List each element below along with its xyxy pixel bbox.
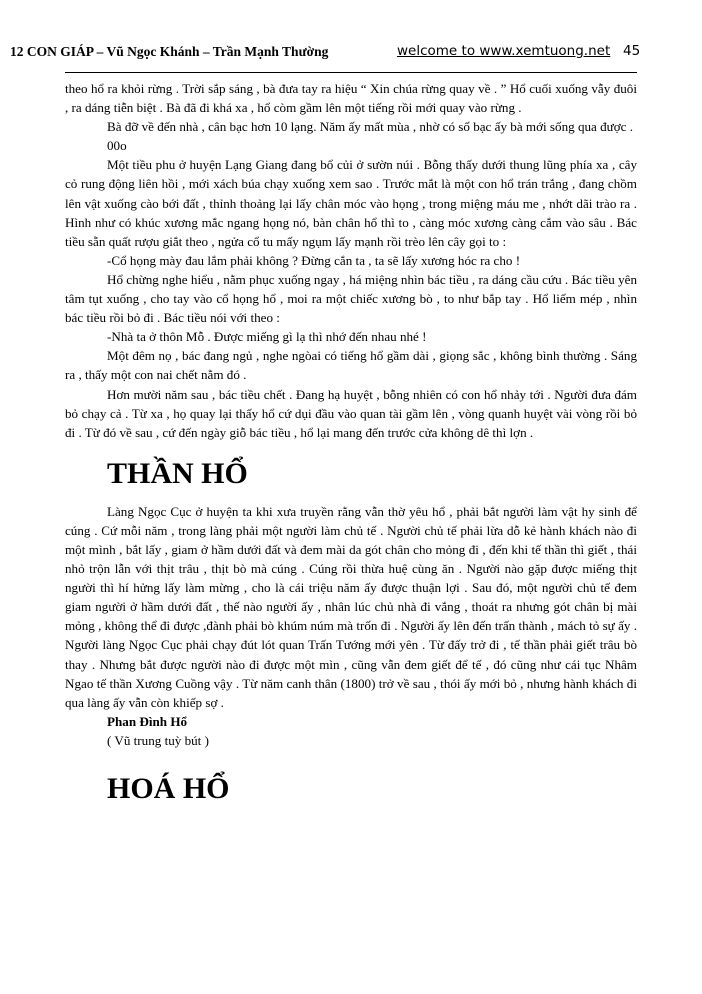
website-link[interactable]: welcome to www.xemtuong.net [397,43,611,59]
paragraph: Hơn mười năm sau , bác tiều chết . Đang hạ huyệt , bỗng nhiên có con hổ nhảy tới . Người đưa đám bỏ chạy cả . Từ xa , họ quay lại thấy hổ cứ dụi đầu vào quan tài gầm lên , vòng quanh huyệt vài vòng rồi bỏ đi . Từ đó về sau , cứ đến ngày giỗ bác tiều , hổ lại mang đến trước cửa không dê thì lợn . [65,386,637,440]
header-divider [65,72,637,73]
page-header [0,44,702,68]
section-title-hoa-ho: HOÁ HỔ [107,772,230,805]
page-body [65,79,637,807]
page-number: 45 [623,43,641,59]
paragraph: Một tiều phu ở huyện Lạng Giang đang bổ củi ở sườn núi . Bỗng thấy dưới thung lũng phía xa , cây cỏ rung động liên hồi , mới xách búa chạy xuống xem sao . Trước mắt là một con hổ trán trắng , đang chồm lên vật xuống cào bới đất , thỉnh thoảng lại lấy chân móc vào họng , trong miệng máu me , nhớt dãi trào ra . Hình như có khúc xương mắc ngang họng nó, bàn chân hổ thì to , càng móc xương càng cắm vào sâu . Bác tiều sẵn quất rượu giắt theo , ngửa cổ tu mấy ngụm lấy mạnh rồi trèo lên cây gọi to : [65,157,637,249]
paragraph: Bà đỡ về đến nhà , cân bạc hơn 10 lạng. Năm ấy mất mùa , nhờ có số bạc ấy bà mới sống qua được . [107,119,634,135]
book-title-header: 12 CON GIÁP – Vũ Ngọc Khánh – Trần Mạnh Thường [10,44,329,59]
separator-marker: 00o [107,138,127,154]
paragraph: theo hổ ra khỏi rừng . Trời sắp sáng , bà đưa tay ra hiệu “ Xin chúa rừng quay về . ” Hổ cuối xuống vẫy đuôi , ra dáng tiễn biệt . Bà đã đi khá xa , hổ còm gầm lên một tiếng rồi mới quay vào rừng . [65,81,637,116]
paragraph: Một đêm nọ , bác đang ngủ , nghe ngòai có tiếng hổ gầm dài , giọng sắc , không bình thường . Sáng ra , thấy một con nai chết nằm đó . [65,348,637,383]
author-name: Phan Đình Hổ [107,713,188,729]
paragraph: Hổ chừng nghe hiểu , nằm phục xuống ngay , há miệng nhìn bác tiều , ra dáng cầu cứu . Bác tiều yên tâm tụt xuống , cho tay vào cổ họng hổ , moi ra một chiếc xương bò , to như bắp tay . Hổ liếm mép , nhìn bác tiều rồi bỏ đi . Bác tiều nói với theo : [65,271,637,326]
source-citation: ( Vũ trung tuỳ bút ) [107,732,209,748]
section-body-paragraph: Làng Ngọc Cục ở huyện ta khi xưa truyền rằng vẫn thờ yêu hổ , phải bắt người làm vật hy sinh để cúng . Cứ mỗi năm , trong làng phải một người làm chủ tế . Người chủ tế phải lừa dỗ kẻ hành khách nào đi một mình , bắt lấy , giam ở hầm dưới đất và đem mài da gót chân cho mỏng đi , đến khi tế thần thì giết , thái nhỏ trộn lẫn với thịt trâu , thịt bò mà cúng . Cúng rồi thừa huệ cùng ăn . Người nào gặp được miếng thịt người thì hí hửng lấy làm mừng , cho là cái triệu năm ấy được thuận lợi . Sau đó, một người chủ tế đem giam người ở hầm dưới đất , thế nào người ấy , nhân lúc chủ nhà đi vắng , thoát ra nhưng gót chân bị mài mỏng , không thể đi được ,đành phải bò khúm núm mà trốn đi . Người ấy lên đến trấn thành , mách tỏ sự ấy . Người làng Ngọc Cục phải chạy đút lót quan Trấn Tướng mới yên . Từ đấy trở đi , tế thần phải giết trâu bò thay . Nhưng bắt được người nào đi được một mìn , cũng vẫn đem giết để tế , đó cũng như cái tục Nhâm Ngao tế thần Xương Cuồng vậy . Từ năm canh thân (1800) trở về sau , thói ấy mới bỏ , nhưng hành khách đi qua làng ấy vẫn còn khiếp sợ . [65,503,637,710]
dialogue-line: -Cổ họng mày đau lắm phải không ? Đừng cắn ta , ta sẽ lấy xương hóc ra cho ! [107,252,521,268]
section-title-than-ho: THẦN HỔ [107,456,248,490]
dialogue-line: -Nhà ta ở thôn Mỗ . Được miếng gì lạ thì nhớ đến nhau nhé ! [107,329,427,345]
